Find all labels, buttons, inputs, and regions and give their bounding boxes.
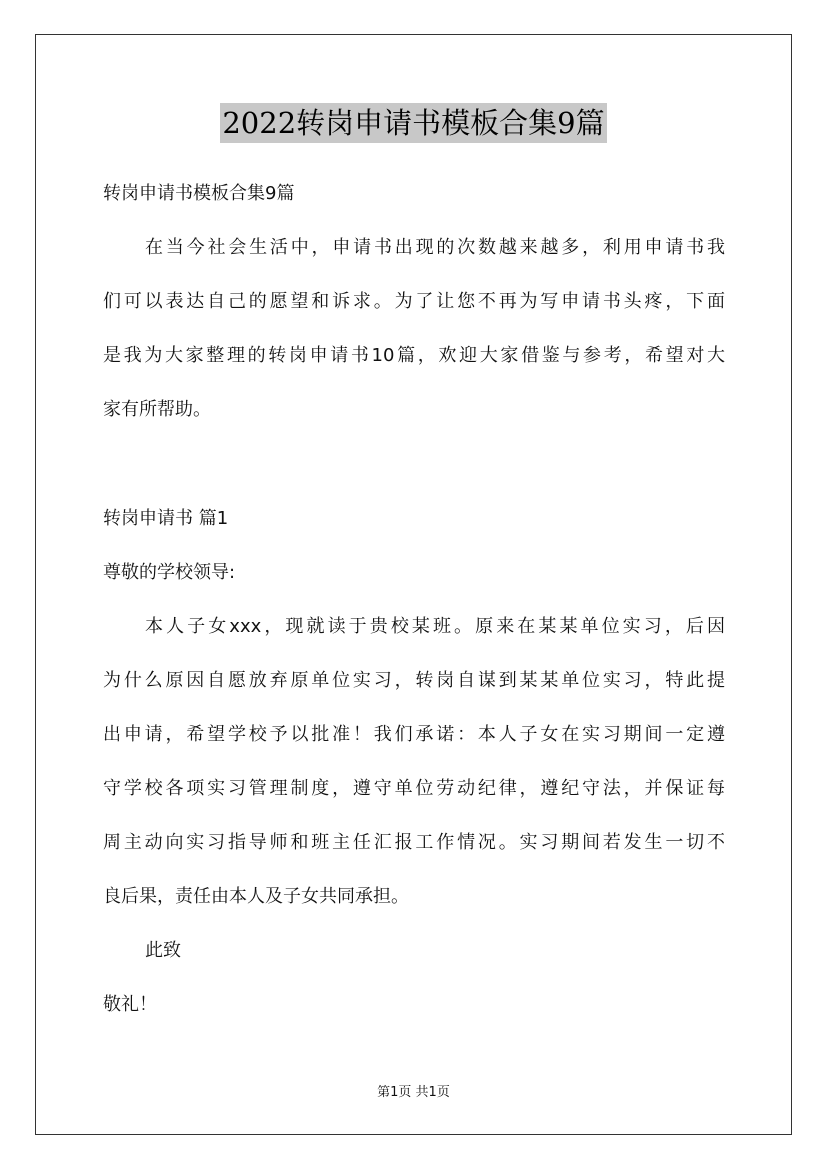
closing-greeting: 此致 [145,940,181,961]
document-subtitle: 转岗申请书模板合集9篇 [103,183,295,204]
body-line-1: 本人子女xxx，现就读于贵校某班。原来在某某单位实习，后因 [145,616,725,637]
body-line-3: 出申请，希望学校予以批准！我们承诺：本人子女在实习期间一定遵 [103,724,725,745]
body-line-2: 为什么原因自愿放弃原单位实习，转岗自谋到某某单位实习，特此提 [103,670,725,691]
intro-line-1: 在当今社会生活中，申请书出现的次数越来越多，利用申请书我 [145,237,725,258]
section-heading: 转岗申请书 篇1 [103,508,229,529]
page-footer: 第1页 共1页 [377,1085,450,1100]
closing-salute: 敬礼！ [103,994,157,1015]
intro-line-4: 家有所帮助。 [103,399,211,420]
intro-line-3: 是我为大家整理的转岗申请书10篇，欢迎大家借鉴与参考，希望对大 [103,345,725,366]
body-line-6: 良后果，责任由本人及子女共同承担。 [103,886,409,907]
intro-line-2: 们可以表达自己的愿望和诉求。为了让您不再为写申请书头疼，下面 [103,291,725,312]
body-line-4: 守学校各项实习管理制度，遵守单位劳动纪律，遵纪守法，并保证每 [103,778,725,799]
title-container [0,103,827,143]
document-title: 2022转岗申请书模板合集9篇 [220,103,606,143]
salutation: 尊敬的学校领导: [103,562,236,583]
body-line-5: 周主动向实习指导师和班主任汇报工作情况。实习期间若发生一切不 [103,832,725,853]
